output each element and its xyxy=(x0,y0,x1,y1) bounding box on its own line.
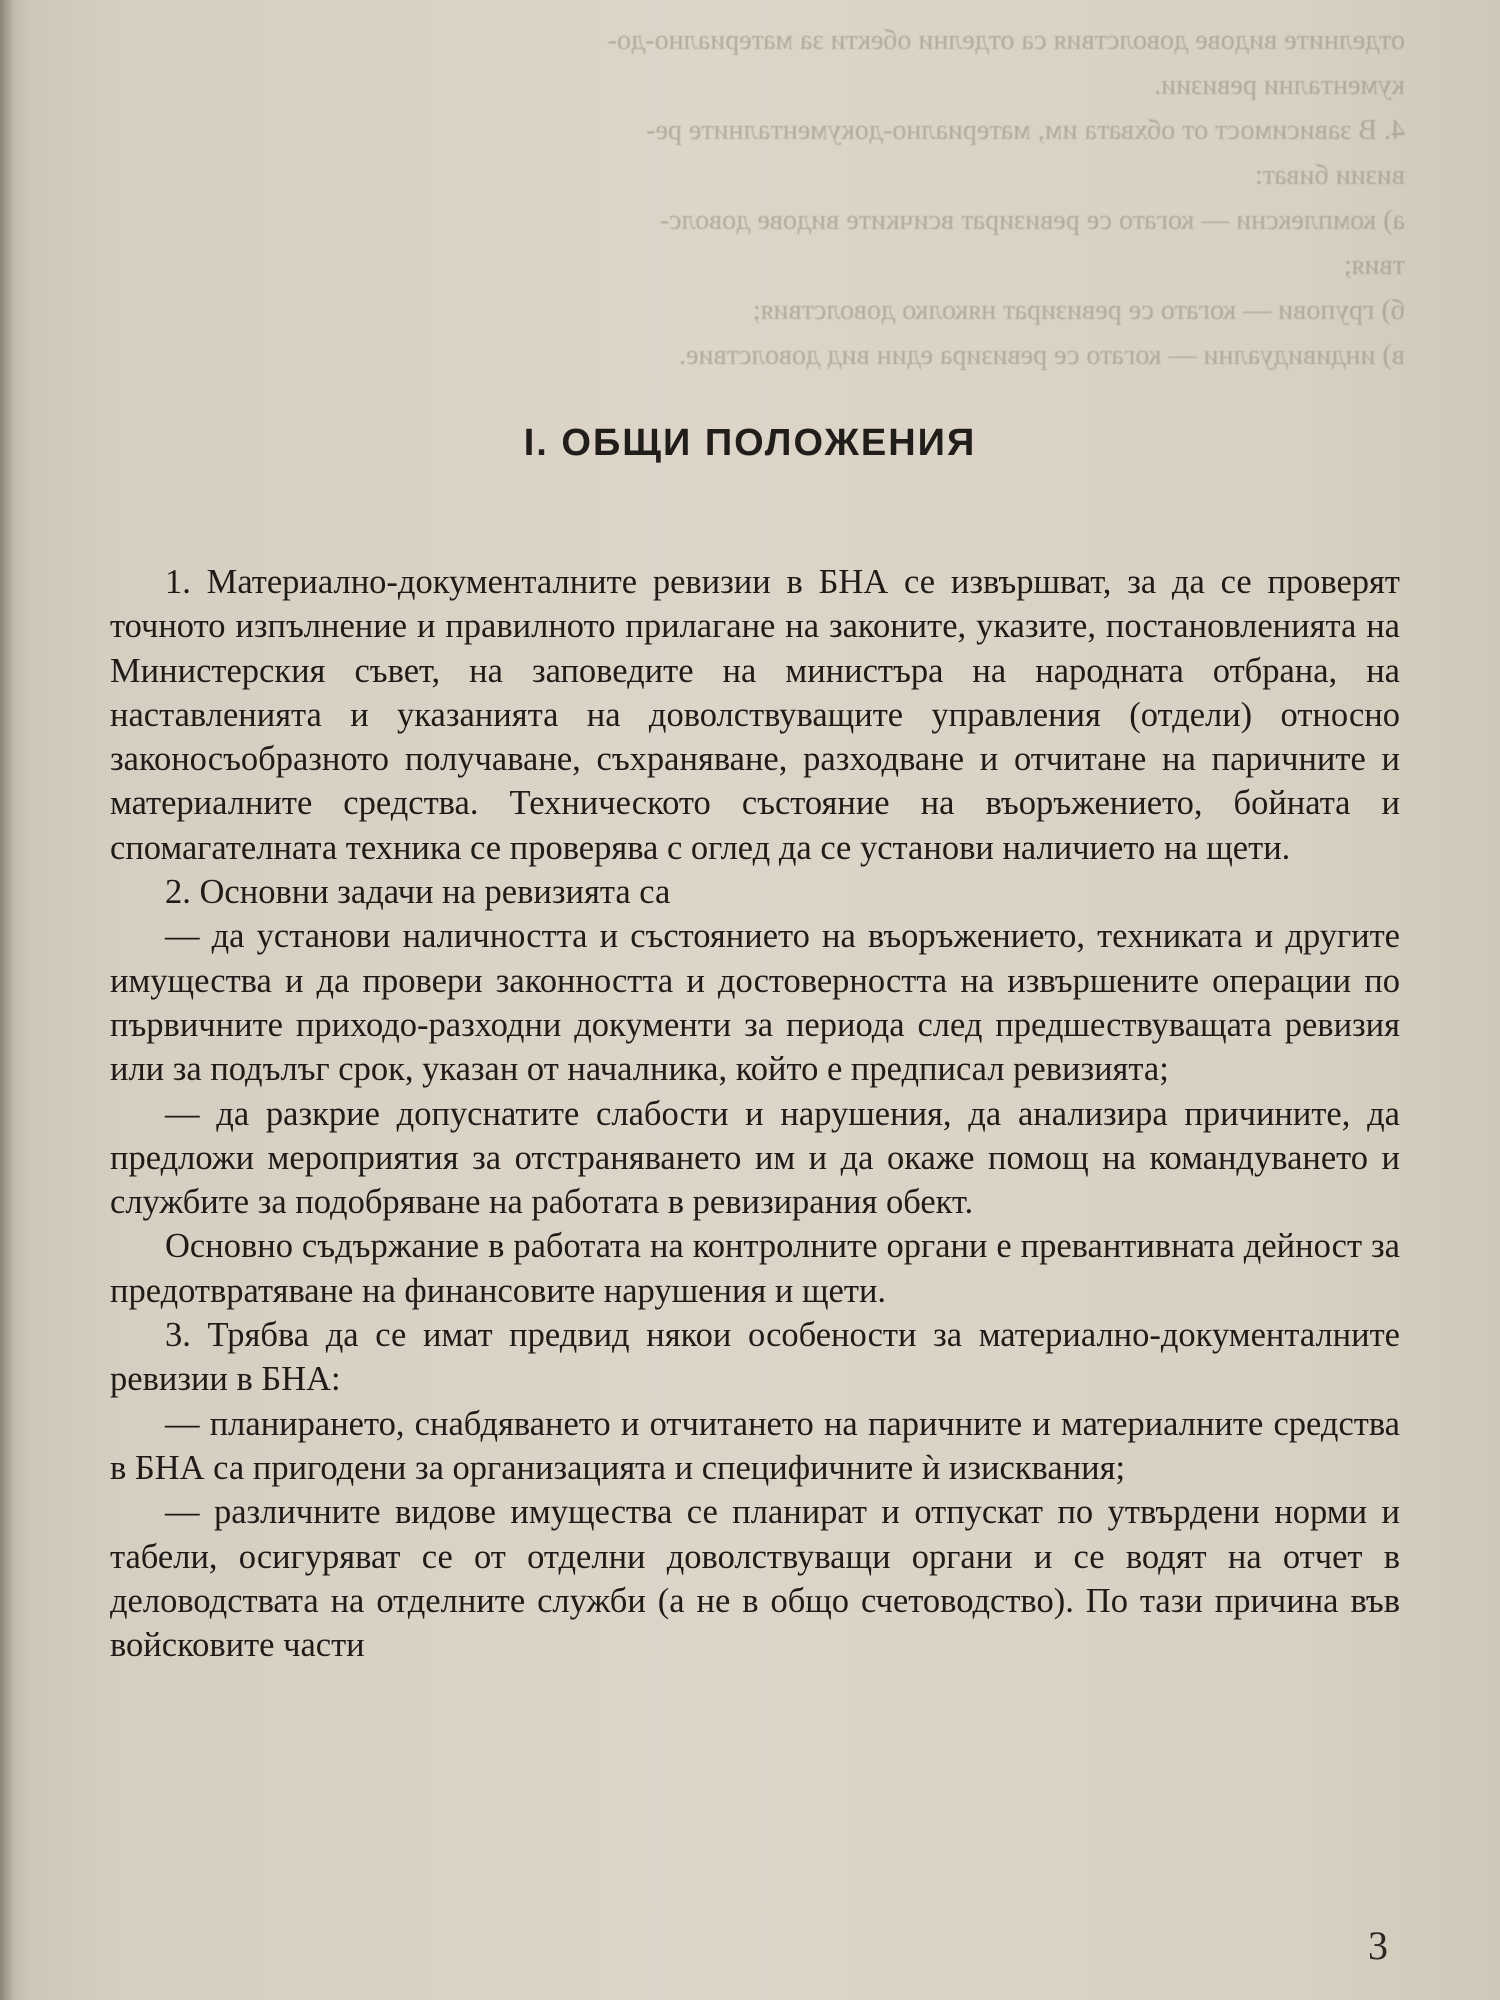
bleed-line: визии биват: xyxy=(1254,160,1405,191)
paragraph-2-task-1: — да установи наличността и състоянието на въоръжението, техниката и другите имущества и да провери законността и достоверността на извършените операции по първичните приходо-разходни документи за периода след предшествуващата ревизия или за подълъг срок, указан от началника, който е предписал ревизията; xyxy=(110,917,1400,1089)
paragraph-main-content: Основно съдържание в работата на контролните органи е превантивната дейност за предотвратяване на финансовите нарушения и щети. xyxy=(110,1227,1400,1310)
bleed-line: твия; xyxy=(1343,250,1405,281)
bleed-line: б) групови — когато се ревизират няколко доволствия; xyxy=(752,295,1405,326)
bleed-line: в) индивидуални — когато се ревизира един вид доволствие. xyxy=(679,340,1405,371)
paragraph-1: 1. Материално-документалните ревизии в БНА се извършват, за да се проверят точното изпълнение и правилното прилагане на законите, указите, постановленията на Министерския съвет, на заповедите на министъра на народната отбрана, на наставленията и указанията на доволствуващите управления (отдели) относно законосъобразното получаване, съхраняване, разходване и отчитане на паричните и материалните средства. Техническото състояние на въоръжението, бойната и спомагателната техника се проверява с оглед да се установи наличието на щети. xyxy=(110,563,1400,867)
page-number: 3 xyxy=(1368,1923,1388,1968)
bleed-line: отделните видове доволствия са отделни обекти за материално-до- xyxy=(607,25,1405,56)
bleed-through-text xyxy=(105,18,1405,378)
bleed-line: кументални ревизии. xyxy=(1154,70,1405,101)
paragraph-3-item-2: — различните видове имущества се планират и отпускат по утвърдени норми и табели, осигуряват се от отделни доволствуващи органи и се водят на отчет в деловодствата на отделните служби (а не в общо счетоводство). По тази причина във войсковите части xyxy=(110,1493,1400,1665)
paragraph-2-task-2: — да разкрие допуснатите слабости и нарушения, да анализира причините, да предложи мероприятия за отстраняването им и да окаже помощ на командуването и службите за подобряване на работата в ревизирания обект. xyxy=(110,1094,1400,1222)
paragraph-2: 2. Основни задачи на ревизията са xyxy=(165,873,671,912)
bleed-line: а) комплексни — когато се ревизират всичките видове доволс- xyxy=(659,205,1405,236)
page-gutter-shadow xyxy=(0,0,14,2000)
body-text xyxy=(110,560,1400,1667)
section-heading: I. ОБЩИ ПОЛОЖЕНИЯ xyxy=(523,422,977,464)
bleed-line: 4. В зависимост от обхвата им, материално-документалните ре- xyxy=(646,115,1405,146)
paragraph-3-item-1: — планирането, снабдяването и отчитането на паричните и материалните средства в БНА са пригодени за организацията и специфичните ѝ изисквания; xyxy=(110,1404,1400,1487)
paragraph-3: 3. Трябва да се имат предвид някои особености за материално-документалните ревизии в БНА: xyxy=(110,1316,1400,1399)
